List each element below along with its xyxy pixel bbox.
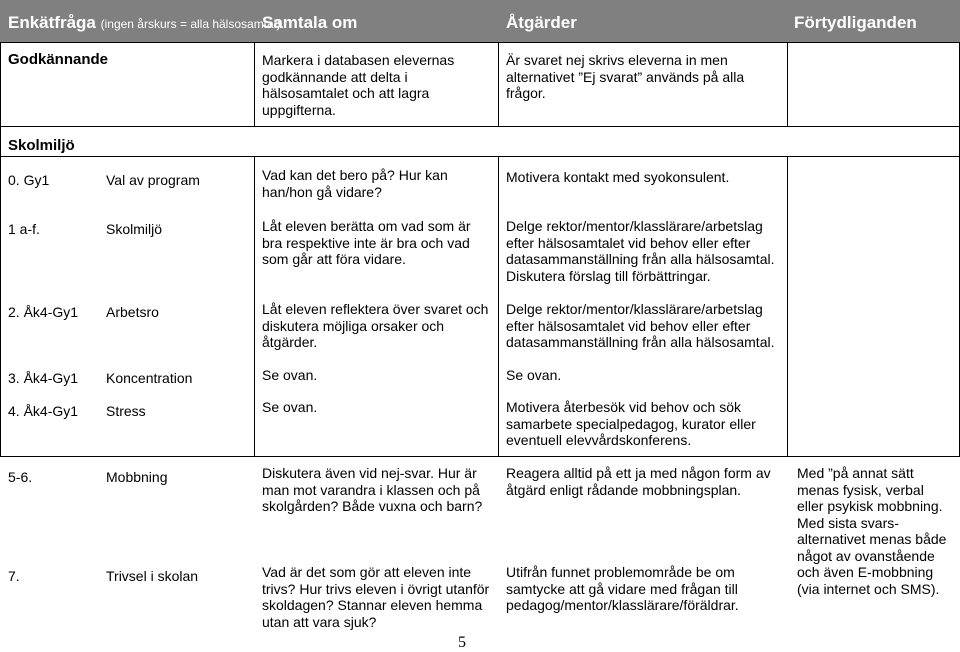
text-line: datasammanställning från alla hälsosamtal. — [506, 251, 775, 267]
row-atgarder — [506, 301, 774, 351]
text-line: eventuell elevvårdskonferens. — [506, 432, 692, 448]
row-number: 2. Åk4-Gy1 — [8, 304, 79, 320]
text-line: Delge rektor/mentor/klasslärare/arbetslag — [506, 301, 763, 317]
row-samtala — [262, 367, 317, 384]
godkannande-samtala — [262, 52, 454, 118]
text-line: frågor. — [506, 85, 546, 101]
text-line: menas fysisk, verbal — [797, 481, 924, 498]
header-col-question — [8, 13, 280, 33]
row-samtala — [262, 465, 482, 515]
row-samtala — [262, 167, 448, 200]
col-divider — [254, 42, 255, 127]
text-line: utan att vara sjuk? — [262, 613, 377, 630]
row-topic: Koncentration — [106, 370, 193, 386]
text-line: skoldagen? Stannar eleven hemma — [262, 597, 483, 613]
text-line: datasammanställning från alla hälsosamtal. — [506, 334, 775, 350]
text-line: bra respektive inte är bra och vad — [262, 234, 470, 251]
text-line: Diskutera förslag till förbättringar. — [506, 267, 711, 284]
text-line: uppgifterna. — [262, 101, 336, 118]
row-samtala — [262, 301, 488, 351]
text-line: samtycke att gå vidare med frågan till — [506, 580, 738, 597]
row-atgarder — [506, 399, 756, 449]
text-line: Motivera återbesök vid behov och sök — [506, 399, 742, 415]
row-topic: Val av program — [106, 172, 200, 188]
row-atgarder — [506, 367, 561, 384]
row-number: 4. Åk4-Gy1 — [8, 403, 79, 419]
text-line: och även E-mobbning — [797, 564, 934, 580]
text-line: Se ovan. — [262, 367, 318, 383]
table-border — [0, 42, 960, 43]
text-line: eller psykisk mobbning. — [797, 498, 943, 514]
col-divider — [254, 156, 255, 457]
row-samtala — [262, 399, 317, 416]
text-line: Motivera kontakt med syokonsulent. — [506, 169, 730, 185]
table-header — [0, 0, 960, 42]
col-divider — [787, 42, 788, 127]
page-number: 5 — [458, 634, 466, 651]
row-samtala — [262, 218, 471, 268]
text-line: Se ovan. — [262, 399, 318, 415]
col-divider — [787, 156, 788, 457]
row-topic: Stress — [106, 403, 146, 419]
text-line: han/hon gå vidare? — [262, 183, 382, 200]
row-samtala — [262, 564, 489, 630]
text-line: alternativet menas både — [797, 531, 947, 547]
col-divider — [498, 42, 499, 127]
text-line: något av ovanstående — [797, 547, 935, 564]
header-col-samtala: Samtala om — [262, 13, 358, 32]
text-line: Delge rektor/mentor/klasslärare/arbetslag — [506, 218, 763, 234]
row-divider — [0, 126, 960, 127]
row-topic: Skolmiljö — [106, 221, 163, 237]
text-line: Markera i databasen elevernas — [262, 52, 455, 68]
text-line: Vad är det som gör att eleven inte — [262, 564, 472, 580]
row-divider — [0, 156, 960, 157]
text-line: hälsosamtalet och att lagra — [262, 85, 430, 101]
row-divider — [0, 456, 960, 457]
text-line: åtgärd enligt rådande mobbningsplan. — [506, 481, 742, 498]
text-line: efter hälsosamtalet vid behov eller efter — [506, 234, 751, 251]
row-atgarder — [506, 564, 739, 614]
row-topic: Trivsel i skolan — [106, 568, 199, 584]
text-line: Utifrån funnet problemområde be om — [506, 564, 735, 580]
text-line: som går att föra vidare. — [262, 251, 406, 267]
text-line: godkännande att delta i — [262, 68, 408, 85]
text-line: Låt eleven reflektera över svaret och — [262, 301, 489, 317]
text-line: man mot varandra i klassen och på — [262, 481, 480, 498]
text-line: Är svaret nej skrivs eleverna in men — [506, 52, 728, 68]
header-col-question-note: (ingen årskurs = alla hälsosamtal) — [100, 17, 281, 31]
godkannande-atgarder — [506, 52, 744, 102]
row-atgarder — [506, 169, 729, 186]
row-number: 3. Åk4-Gy1 — [8, 370, 79, 386]
text-line: åtgärder. — [262, 334, 318, 350]
text-line: Med sista svars- — [797, 514, 899, 531]
text-line: alternativet ”Ej svarat” används på alla — [506, 68, 745, 85]
row-atgarder — [506, 218, 774, 284]
godkannande-label: Godkännande — [8, 51, 109, 68]
row-topic: Arbetsro — [106, 304, 159, 320]
col-divider — [498, 156, 499, 457]
row-number: 7. — [8, 568, 20, 584]
text-line: pedagog/mentor/klasslärare/föräldrar. — [506, 597, 739, 613]
table-border — [0, 42, 1, 457]
fortydligande-mobbning — [797, 465, 946, 597]
row-number: 1 a-f. — [8, 221, 40, 237]
text-line: (via internet och SMS). — [797, 580, 940, 597]
row-atgarder — [506, 465, 771, 498]
header-col-fortydliganden: Förtydliganden — [794, 13, 917, 32]
text-line: skolgården? Både vuxna och barn? — [262, 498, 483, 514]
header-col-atgarder: Åtgärder — [506, 13, 577, 32]
section-title-skolmiljo: Skolmiljö — [8, 137, 75, 154]
row-topic: Mobbning — [106, 469, 168, 485]
header-col-question-label: Enkätfråga — [8, 13, 96, 32]
text-line: efter hälsosamtalet vid behov eller efter — [506, 317, 751, 334]
text-line: Vad kan det bero på? Hur kan — [262, 167, 448, 183]
row-number: 5-6. — [8, 469, 33, 485]
text-line: Reagera alltid på ett ja med någon form av — [506, 465, 771, 481]
text-line: diskutera möjliga orsaker och — [262, 317, 445, 334]
text-line: Låt eleven berätta om vad som är — [262, 218, 471, 234]
text-line: samarbete specialpedagog, kurator eller — [506, 415, 756, 432]
text-line: Se ovan. — [506, 367, 562, 383]
text-line: Diskutera även vid nej-svar. Hur är — [262, 465, 477, 481]
row-number: 0. Gy1 — [8, 172, 50, 188]
text-line: Med ”på annat sätt — [797, 465, 914, 481]
text-line: trivs? Hur trivs eleven i övrigt utanför — [262, 580, 490, 597]
